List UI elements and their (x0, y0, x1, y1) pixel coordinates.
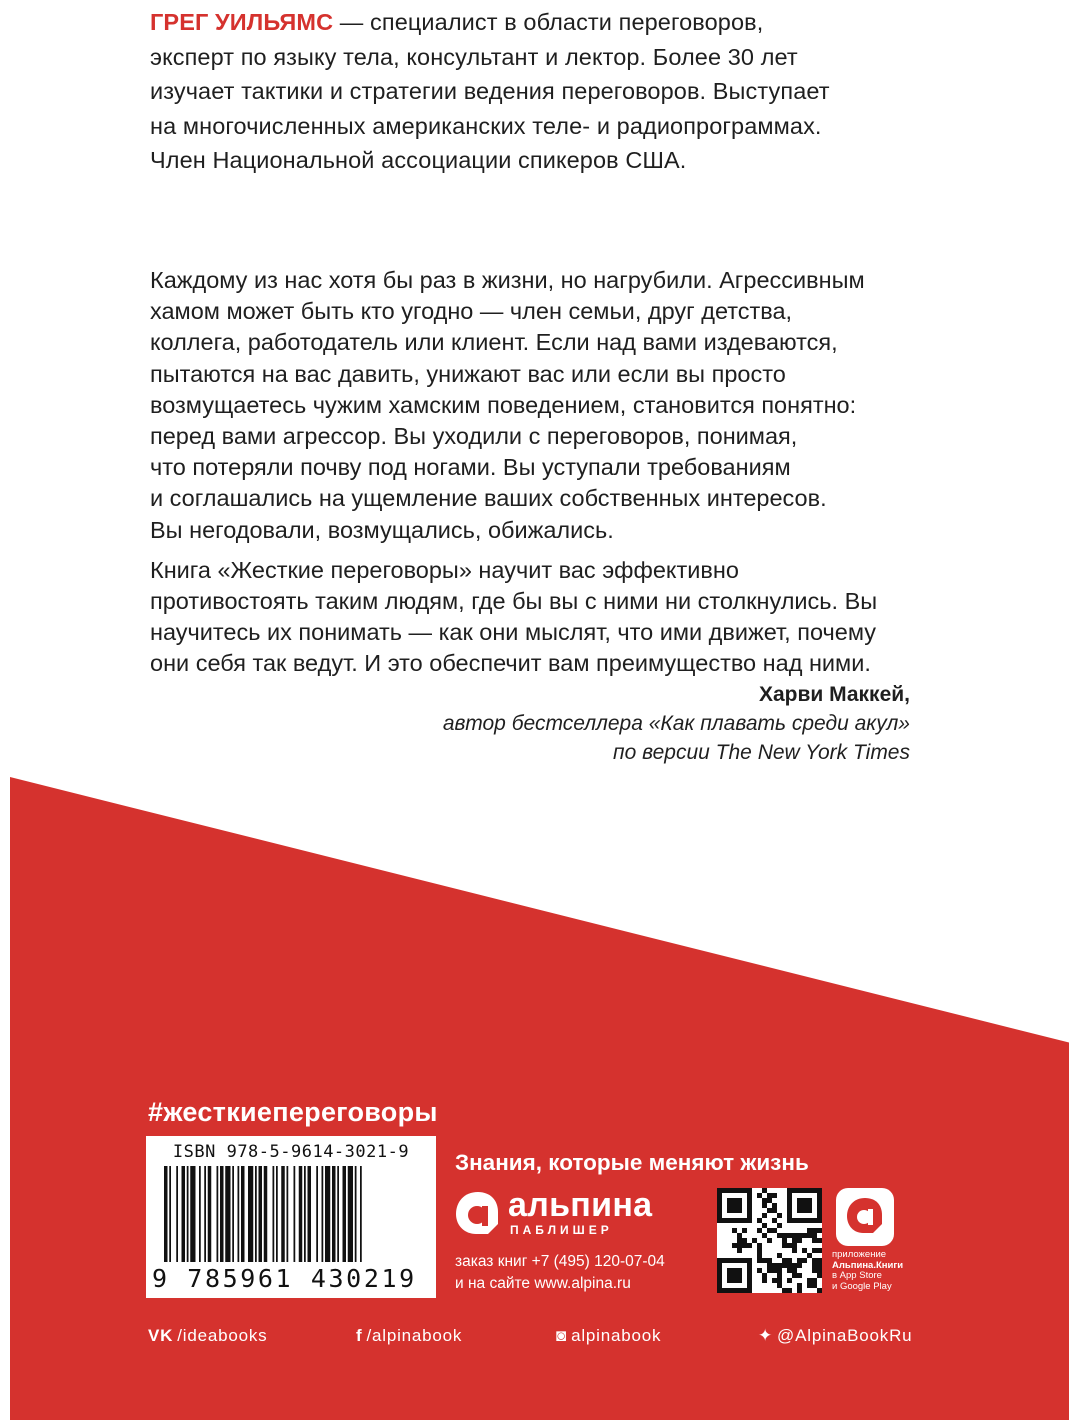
qr-code-icon (717, 1188, 822, 1293)
facebook-icon: f (356, 1326, 363, 1345)
app-icon (836, 1188, 894, 1246)
blurb-line: Каждому из нас хотя бы раз в жизни, но нагрубили. Агрессивным (150, 267, 865, 293)
bio-line: изучает тактики и стратегии ведения переговоров. Выступает (150, 78, 830, 104)
blurb-line: научитесь их понимать — как они мыслят, что ими движет, почему (150, 619, 876, 646)
book-blurb (150, 265, 925, 680)
author-name: ГРЕГ УИЛЬЯМС (150, 9, 334, 35)
attribution-line: по версии The New York Times (613, 741, 910, 764)
attribution-line: автор бестселлера «Как плавать среди акул» (442, 712, 910, 735)
app-text-line: и Google Play (832, 1280, 892, 1292)
bio-line: эксперт по языку тела, консультант и лектор. Более 30 лет (150, 43, 798, 70)
social-link-twitter[interactable] (758, 1326, 912, 1346)
attribution-name: Харви Маккей, (758, 683, 910, 706)
app-text-line: в App Store (832, 1270, 882, 1281)
alpina-logo-icon (452, 1188, 504, 1240)
social-handle: alpinabook (571, 1326, 662, 1345)
blurb-line: коллега, работодатель или клиент. Если над вами издеваются, (150, 329, 838, 356)
barcode-bars (164, 1166, 418, 1266)
ean-digits: 9 785961 430219 (152, 1264, 417, 1293)
bio-line: Член Национальной ассоциации спикеров США. (150, 147, 687, 173)
order-phone: заказ книг +7 (495) 120-07-04 (455, 1253, 665, 1270)
bio-line: на многочисленных американских теле- и радиопрограммах. (150, 112, 822, 139)
twitter-icon: ✦ (758, 1326, 774, 1345)
blurb-line: пытаются на вас давить, унижают вас или если вы просто (150, 360, 786, 387)
isbn-label: ISBN 978-5-9614-3021-9 (172, 1142, 410, 1162)
quote-attribution (380, 680, 910, 767)
order-website: и на сайте www.alpina.ru (455, 1275, 631, 1292)
app-store-text (832, 1250, 922, 1292)
blurb-line: и соглашались на ущемление ваших собственных интересов. (150, 485, 827, 512)
social-handle: @AlpinaBookRu (777, 1326, 913, 1345)
blurb-line: что потеряли почву под ногами. Вы уступали требованиям (150, 454, 791, 481)
social-link-instagram[interactable] (556, 1326, 661, 1346)
blurb-line: противостоять таким людям, где бы вы с ними ни столкнулись. Вы (150, 588, 878, 615)
alpina-app-logo-icon (836, 1188, 894, 1246)
instagram-icon: ◙ (556, 1326, 568, 1345)
social-link-facebook[interactable] (356, 1326, 462, 1346)
blurb-line: перед вами агрессор. Вы уходили с переговоров, понимая, (150, 423, 798, 450)
blurb-line: они себя так ведут. И это обеспечит вам преимущество над ними. (150, 650, 871, 677)
blurb-paragraph-1 (150, 265, 925, 546)
app-text-line: Альпина.Книги (832, 1259, 904, 1271)
blurb-line: хамом может быть кто угодно — член семьи, друг детства, (150, 298, 793, 325)
bio-line: — специалист в области переговоров, (333, 9, 764, 35)
blurb-paragraph-2 (150, 555, 925, 680)
blurb-line: возмущаетесь чужим хамским поведением, становится понятно: (150, 391, 857, 418)
social-handle: /ideabooks (177, 1326, 268, 1345)
blurb-line: Книга «Жесткие переговоры» научит вас эффективно (150, 556, 739, 583)
social-link-vk[interactable] (148, 1326, 267, 1346)
publisher-slogan: Знания, которые меняют жизнь (455, 1150, 809, 1175)
publisher-name: альпина (508, 1186, 653, 1224)
publisher-subtitle: ПАБЛИШЕР (510, 1223, 613, 1237)
author-bio (150, 5, 930, 178)
blurb-line: Вы негодовали, возмущались, обижались. (150, 516, 614, 543)
barcode (146, 1136, 436, 1298)
app-text-line: приложение (832, 1249, 887, 1260)
hashtag: #жесткиепереговоры (148, 1097, 438, 1127)
vk-icon: VK (148, 1326, 174, 1345)
social-handle: /alpinabook (366, 1326, 463, 1345)
